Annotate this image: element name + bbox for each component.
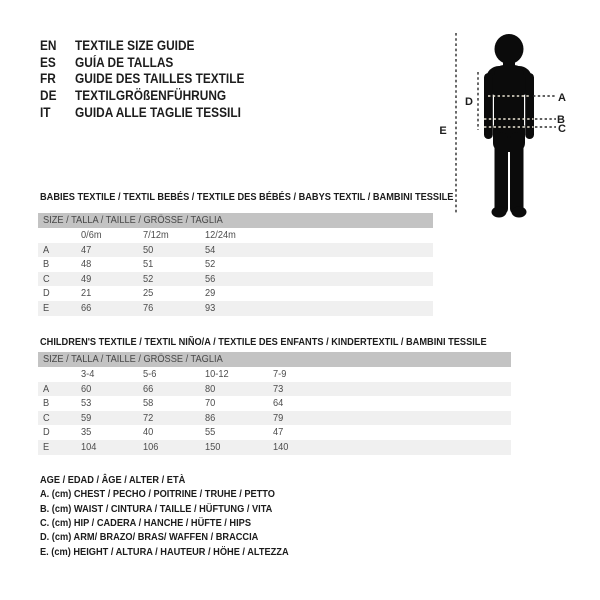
- babies-section-title: [40, 190, 510, 204]
- children-section-title-text: CHILDREN'S TEXTILE / TEXTIL NIÑO/A / TEXTILE DES ENFANTS / KINDERTEXTIL / BAMBINI TESSILE: [40, 336, 487, 348]
- legend-text: D. (cm) ARM/ BRAZO/ BRAS/ WAFFEN / BRACCIA: [40, 531, 259, 544]
- cell-value: 76: [143, 301, 154, 314]
- cell-value: 52: [205, 258, 216, 271]
- cell-value: 49: [81, 272, 92, 285]
- cell-value: 50: [143, 243, 154, 256]
- cell-value: 79: [273, 411, 284, 424]
- legend: [40, 473, 323, 559]
- age-column-label: 5-6: [143, 368, 157, 380]
- age-column-label: 7/12m: [143, 229, 169, 241]
- child-silhouette-illustration: [430, 10, 600, 220]
- row-label: B: [43, 397, 50, 410]
- babies-size-table: [38, 213, 433, 316]
- figure-label-d: D: [465, 96, 473, 108]
- babies-section-title-text: BABIES TEXTILE / TEXTIL BEBÉS / TEXTILE DES BÉBÉS / BABYS TEXTIL / BAMBINI TESSILE: [40, 191, 454, 203]
- age-column-label: 7-9: [273, 368, 287, 380]
- figure-label-a: A: [558, 92, 566, 104]
- legend-text: A. (cm) CHEST / PECHO / POITRINE / TRUHE / PETTO: [40, 488, 275, 501]
- cell-value: 56: [205, 272, 216, 285]
- language-row: [40, 37, 268, 54]
- table-row: [38, 440, 511, 455]
- row-label: E: [43, 440, 50, 453]
- language-code: EN: [40, 37, 57, 53]
- cell-value: 48: [81, 258, 92, 271]
- cell-value: 52: [143, 272, 154, 285]
- cell-value: 106: [143, 440, 159, 453]
- children-size-table: [38, 352, 511, 455]
- table-header-label: SIZE / TALLA / TAILLE / GRÖSSE / TAGLIA: [43, 353, 223, 365]
- language-code: FR: [40, 71, 56, 87]
- cell-value: 51: [143, 258, 154, 271]
- cell-value: 73: [273, 382, 284, 395]
- language-code: DE: [40, 87, 57, 103]
- language-label: TEXTILE SIZE GUIDE: [75, 37, 195, 53]
- cell-value: 72: [143, 411, 154, 424]
- cell-value: 93: [205, 301, 216, 314]
- row-label: A: [43, 382, 50, 395]
- child-measurement-figure: [430, 10, 600, 220]
- language-row: [40, 104, 268, 121]
- cell-value: 58: [143, 397, 154, 410]
- language-code: IT: [40, 104, 51, 120]
- row-label: B: [43, 258, 50, 271]
- table-row: [38, 286, 433, 301]
- cell-value: 70: [205, 397, 216, 410]
- cell-value: 29: [205, 287, 216, 300]
- table-header-label: SIZE / TALLA / TAILLE / GRÖSSE / TAGLIA: [43, 214, 223, 226]
- table-row: [38, 243, 433, 258]
- cell-value: 104: [81, 440, 97, 453]
- cell-value: 60: [81, 382, 92, 395]
- language-code: ES: [40, 54, 56, 70]
- cell-value: 47: [81, 243, 92, 256]
- cell-value: 35: [81, 426, 92, 439]
- table-row: [38, 396, 511, 411]
- row-label: A: [43, 243, 50, 256]
- row-label: D: [43, 287, 50, 300]
- cell-value: 21: [81, 287, 92, 300]
- legend-line: [40, 473, 323, 487]
- cell-value: 59: [81, 411, 92, 424]
- language-label: TEXTILGRÖßENFÜHRUNG: [75, 87, 227, 103]
- age-column-label: 12/24m: [205, 229, 236, 241]
- cell-value: 140: [273, 440, 289, 453]
- cell-value: 80: [205, 382, 216, 395]
- row-label: E: [43, 301, 50, 314]
- legend-line: [40, 516, 323, 530]
- legend-text: C. (cm) HIP / CADERA / HANCHE / HÜFTE / HIPS: [40, 517, 252, 530]
- language-list: [40, 37, 268, 120]
- legend-text: E. (cm) HEIGHT / ALTURA / HAUTEUR / HÖHE / ALTEZZA: [40, 545, 289, 558]
- age-column-label: 10-12: [205, 368, 229, 380]
- row-label: C: [43, 272, 50, 285]
- figure-label-e: E: [439, 125, 447, 137]
- cell-value: 150: [205, 440, 221, 453]
- legend-line: [40, 530, 323, 544]
- language-label: GUIDE DES TAILLES TEXTILE: [75, 71, 245, 87]
- age-column-label: 0/6m: [81, 229, 102, 241]
- table-row: [38, 257, 433, 272]
- language-row: [40, 87, 268, 104]
- cell-value: 47: [273, 426, 284, 439]
- age-column-label: 3-4: [81, 368, 95, 380]
- cell-value: 66: [143, 382, 154, 395]
- cell-value: 86: [205, 411, 216, 424]
- language-row: [40, 54, 268, 71]
- table-row: [38, 301, 433, 316]
- cell-value: 53: [81, 397, 92, 410]
- legend-text: AGE / EDAD / ÂGE / ALTER / ETÀ: [40, 474, 186, 486]
- cell-value: 55: [205, 426, 216, 439]
- cell-value: 54: [205, 243, 216, 256]
- legend-text: B. (cm) WAIST / CINTURA / TAILLE / HÜFTUNG / VITA: [40, 502, 273, 515]
- row-label: D: [43, 426, 50, 439]
- table-row: [38, 272, 433, 287]
- language-label: GUÍA DE TALLAS: [75, 54, 174, 70]
- row-label: C: [43, 411, 50, 424]
- legend-line: [40, 502, 323, 516]
- cell-value: 25: [143, 287, 154, 300]
- table-age-row: [38, 367, 511, 382]
- language-label: GUIDA ALLE TAGLIE TESSILI: [75, 104, 241, 120]
- figure-label-b: B: [557, 114, 565, 126]
- children-section-title: [40, 335, 548, 349]
- legend-line: [40, 545, 323, 559]
- table-row: [38, 411, 511, 426]
- table-row: [38, 425, 511, 440]
- figure-label-c: C: [558, 123, 566, 135]
- table-row: [38, 382, 511, 397]
- legend-line: [40, 487, 323, 501]
- cell-value: 64: [273, 397, 284, 410]
- table-header-bar: [38, 352, 511, 367]
- table-age-row: [38, 228, 433, 243]
- table-header-bar: [38, 213, 433, 228]
- language-row: [40, 70, 268, 87]
- cell-value: 40: [143, 426, 154, 439]
- cell-value: 66: [81, 301, 92, 314]
